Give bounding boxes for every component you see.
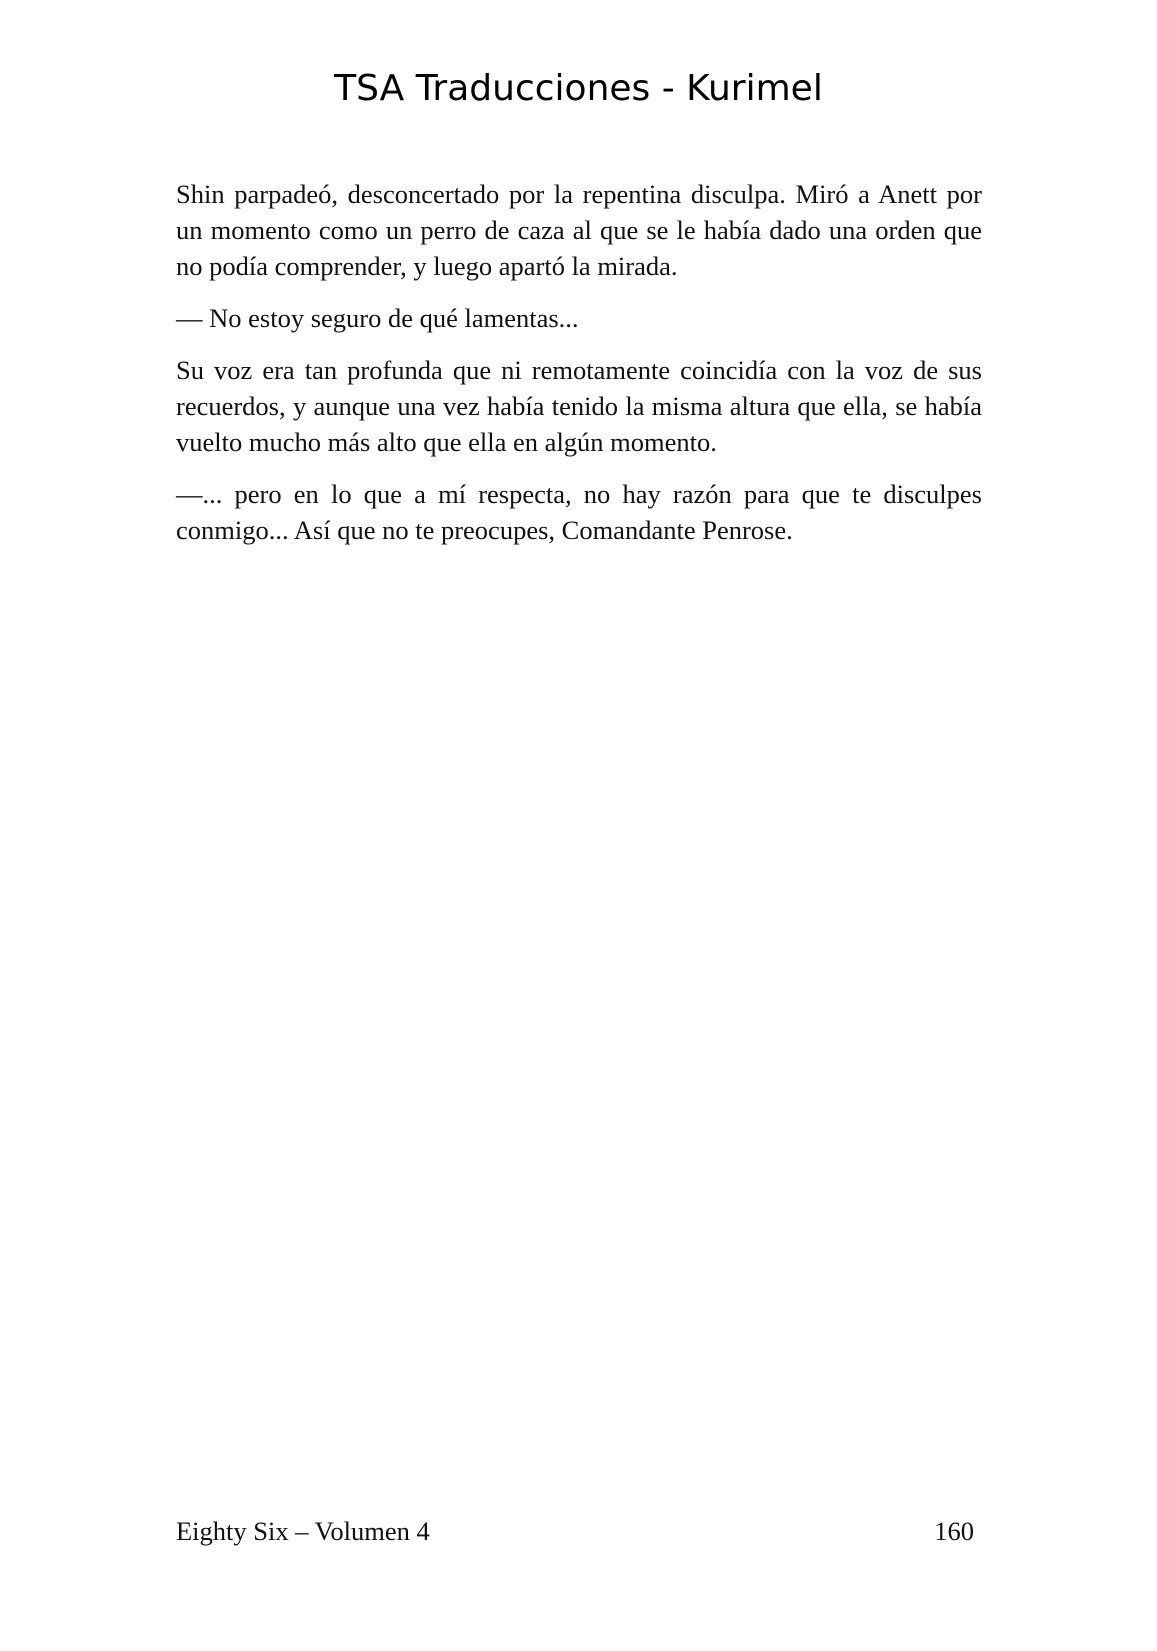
footer-page-number: 160 bbox=[934, 1516, 974, 1546]
paragraph: Su voz era tan profunda que ni remotamente coincidía con la voz de sus recuerdos, y aunque una vez había tenido la misma altura que ella, se había vuelto mucho más alto que ella en algún momento. bbox=[176, 355, 982, 457]
page-header-title: TSA Traducciones - Kurimel bbox=[334, 68, 823, 109]
document-body bbox=[176, 176, 982, 564]
footer-book-title: Eighty Six – Volumen 4 bbox=[176, 1516, 430, 1546]
paragraph: Shin parpadeó, desconcertado por la repentina disculpa. Miró a Anett por un momento como un perro de caza al que se le había dado una orden que no podía comprender, y luego apartó la mirada. bbox=[176, 179, 982, 281]
page-footer bbox=[176, 1514, 974, 1548]
paragraph: — No estoy seguro de qué lamentas... bbox=[176, 303, 579, 333]
paragraph: —... pero en lo que a mí respecta, no hay razón para que te disculpes conmigo... Así que no te preocupes, Comandante Penrose. bbox=[176, 479, 982, 545]
